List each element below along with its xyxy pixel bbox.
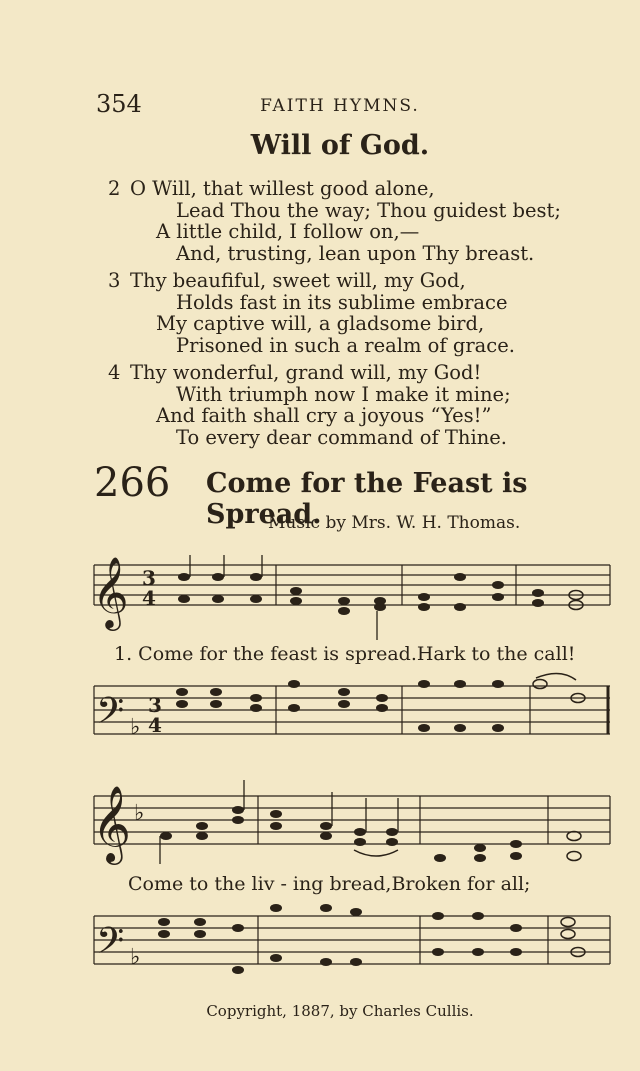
verse-line: Thy wonderful, grand will, my God! — [130, 361, 482, 384]
svg-text:♭: ♭ — [130, 715, 141, 740]
music-credit: Music by Mrs. W. H. Thomas. — [268, 513, 521, 533]
verse-number: 2 — [108, 177, 121, 200]
verse-line: My captive will, a gladsome bird, — [156, 312, 485, 335]
hymn-title-feast: Come for the Feast is Spread. — [206, 468, 528, 530]
verse-line: A little child, I follow on,— — [156, 220, 420, 243]
page-number: 354 — [96, 90, 142, 118]
verse-2 — [108, 177, 561, 265]
verse-line: Prisoned in such a realm of grace. — [176, 333, 515, 357]
verse-line: To every dear command of Thine. — [176, 425, 507, 449]
staff-bass-system-1 — [0, 670, 640, 755]
lyrics-line-2: Come to the liv - ing bread,Broken for all; — [128, 873, 531, 895]
verse-number: 4 — [108, 361, 121, 384]
verse-4 — [108, 361, 561, 449]
svg-text:3: 3 — [142, 566, 156, 590]
bass-clef-icon: 𝄢 — [96, 920, 125, 971]
time-signature-icon — [0, 555, 180, 615]
svg-text:4: 4 — [148, 713, 162, 737]
hymn-title-will-of-god: Will of God. — [250, 130, 430, 161]
svg-text:3: 3 — [148, 693, 162, 717]
verse-line: And, trusting, lean upon Thy breast. — [176, 241, 535, 265]
verse-line: And faith shall cry a joyous “Yes!” — [156, 404, 492, 427]
verse-3 — [108, 269, 561, 357]
treble-clef-icon: 𝄞 — [92, 785, 132, 862]
staff-treble-system-2 — [0, 780, 640, 870]
verse-line: O Will, that willest good alone, — [130, 177, 435, 200]
verse-line: Thy beaufiful, sweet will, my God, — [130, 269, 466, 292]
verse-line: With triumph now I make it mine; — [176, 382, 511, 406]
verse-number: 3 — [108, 269, 121, 292]
treble-clef-icon: 𝄞 — [92, 555, 129, 628]
svg-text:♭: ♭ — [130, 945, 141, 970]
lyrics-line-1: 1. Come for the feast is spread.Hark to the call! — [114, 643, 576, 665]
verse-line: Lead Thou the way; Thou guidest best; — [176, 198, 561, 222]
notes — [178, 573, 544, 615]
verse-line: Holds fast in its sublime embrace — [176, 290, 508, 314]
verses-block — [108, 177, 561, 454]
hymn-number: 266 — [94, 460, 171, 506]
bass-clef-icon: 𝄢 — [96, 690, 125, 741]
svg-text:4: 4 — [142, 586, 156, 610]
book-title: FAITH HYMNS. — [260, 96, 420, 116]
svg-text:♭: ♭ — [134, 801, 145, 826]
staff-bass-system-2 — [0, 900, 640, 985]
copyright-notice: Copyright, 1887, by Charles Cullis. — [206, 1002, 474, 1020]
